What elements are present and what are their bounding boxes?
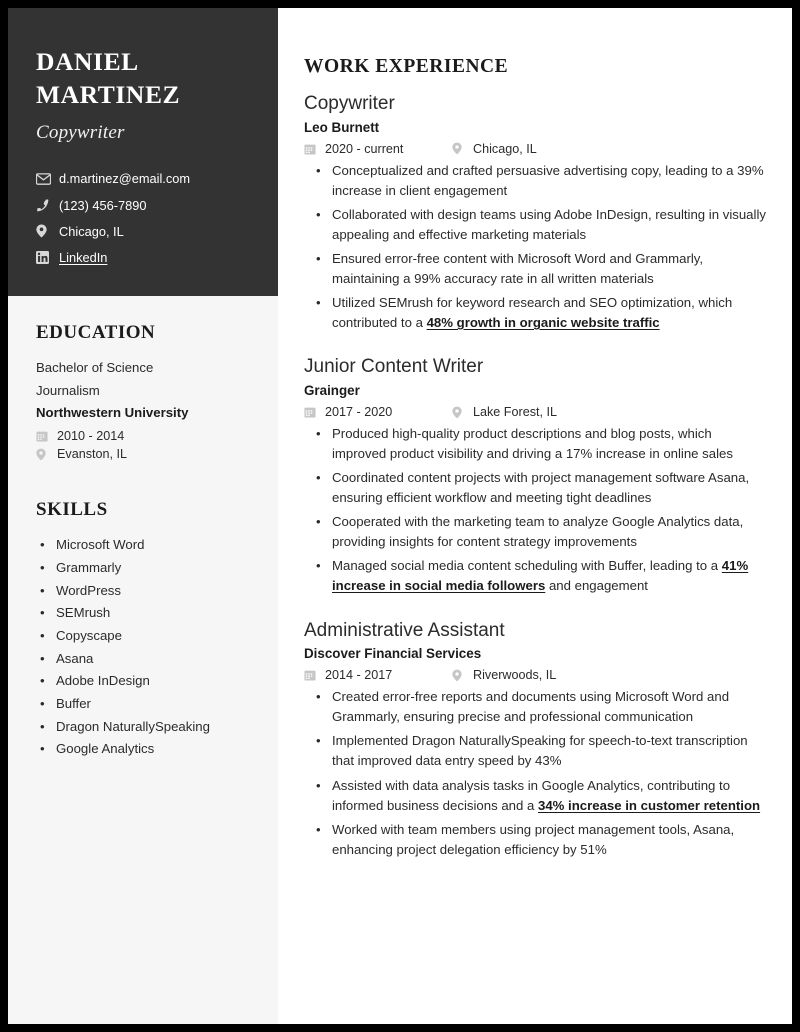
map-pin-icon bbox=[452, 669, 467, 682]
candidate-last-name: MARTINEZ bbox=[36, 79, 181, 109]
contact-location bbox=[36, 223, 250, 240]
calendar-icon bbox=[36, 430, 51, 442]
job-entry bbox=[304, 355, 768, 596]
map-pin-icon bbox=[36, 224, 53, 238]
list-item: • WordPress bbox=[36, 580, 250, 603]
job-dates-text: 2020 - current bbox=[325, 141, 404, 156]
list-item: • Cooperated with the marketing team to analyze Google Analytics data, providing insights for content strategy improvements bbox=[304, 512, 768, 552]
job-meta bbox=[304, 405, 768, 419]
list-item: • Grammarly bbox=[36, 557, 250, 580]
job-location bbox=[452, 405, 557, 419]
list-item: • Managed social media content scheduling with Buffer, leading to a 41% increase in social media followers and engagement bbox=[304, 556, 768, 596]
list-item: • Created error-free reports and documents using Microsoft Word and Grammarly, ensuring precise and professional communication bbox=[304, 687, 768, 727]
contact-phone-text: (123) 456-7890 bbox=[59, 197, 147, 213]
work-experience-list bbox=[304, 92, 768, 860]
sidebar bbox=[8, 8, 278, 1024]
sidebar-body bbox=[8, 296, 278, 781]
contact-linkedin-text[interactable]: LinkedIn bbox=[59, 250, 108, 266]
list-item: • Worked with team members using project management tools, Asana, enhancing project delegation efficiency by 51% bbox=[304, 820, 768, 860]
job-company: Grainger bbox=[304, 383, 360, 398]
list-item: • Asana bbox=[36, 648, 250, 671]
job-dates bbox=[304, 668, 452, 682]
list-item: • Copyscape bbox=[36, 625, 250, 648]
metric-highlight: 41% increase in social media followers bbox=[332, 558, 749, 594]
job-location-text: Lake Forest, IL bbox=[473, 405, 557, 419]
calendar-icon bbox=[304, 406, 319, 418]
job-entry bbox=[304, 92, 768, 333]
contact-location-text: Chicago, IL bbox=[59, 223, 124, 239]
skills-heading: SKILLS bbox=[36, 499, 108, 521]
job-company: Leo Burnett bbox=[304, 119, 380, 135]
skills-section bbox=[36, 499, 250, 761]
resume-page bbox=[8, 8, 792, 1024]
map-pin-icon bbox=[452, 142, 467, 155]
contact-list bbox=[36, 170, 250, 266]
job-dates-text: 2017 - 2020 bbox=[325, 405, 393, 419]
list-item: • Utilized SEMrush for keyword research and SEO optimization, which contributed to a 48% growth in organic website traffic bbox=[304, 293, 768, 333]
work-experience-heading: WORK EXPERIENCE bbox=[304, 56, 509, 77]
envelope-icon bbox=[36, 173, 53, 185]
candidate-name bbox=[36, 46, 250, 111]
job-location-text: Chicago, IL bbox=[473, 141, 537, 156]
contact-email bbox=[36, 170, 250, 187]
map-pin-icon bbox=[36, 448, 51, 461]
calendar-icon bbox=[304, 669, 319, 681]
job-dates-text: 2014 - 2017 bbox=[325, 668, 393, 683]
job-dates bbox=[304, 405, 452, 419]
job-location-text: Riverwoods, IL bbox=[473, 668, 557, 683]
contact-email-text: d.martinez@email.com bbox=[59, 171, 191, 187]
education-dates bbox=[36, 429, 250, 443]
education-location bbox=[36, 447, 250, 461]
education-location-text: Evanston, IL bbox=[57, 447, 128, 462]
list-item: • Produced high-quality product descriptions and blog posts, which improved product visibility and driving a 17% increase in online sales bbox=[304, 424, 768, 464]
linkedin-icon bbox=[36, 251, 53, 264]
job-bullets bbox=[304, 687, 768, 860]
education-school: Northwestern University bbox=[36, 405, 189, 421]
contact-linkedin[interactable] bbox=[36, 249, 250, 266]
list-item: • Google Analytics bbox=[36, 738, 250, 761]
education-heading: EDUCATION bbox=[36, 322, 156, 343]
job-meta bbox=[304, 142, 768, 156]
job-meta bbox=[304, 668, 768, 682]
skills-list bbox=[36, 534, 250, 761]
job-bullets bbox=[304, 424, 768, 597]
education-degree: Bachelor of Science bbox=[36, 360, 154, 375]
list-item: • Buffer bbox=[36, 693, 250, 716]
candidate-title: Copywriter bbox=[36, 122, 125, 144]
sidebar-header bbox=[8, 8, 278, 296]
candidate-first-name: DANIEL bbox=[36, 47, 139, 76]
list-item: • Dragon NaturallySpeaking bbox=[36, 716, 250, 739]
list-item: • Ensured error-free content with Microsoft Word and Grammarly, maintaining a 99% accuracy rate in all written materials bbox=[304, 249, 768, 289]
contact-phone bbox=[36, 197, 250, 214]
job-title: Administrative Assistant bbox=[304, 619, 505, 641]
map-pin-icon bbox=[452, 406, 467, 419]
job-title: Junior Content Writer bbox=[304, 356, 484, 378]
job-bullets bbox=[304, 161, 768, 334]
metric-highlight: 34% increase in customer retention bbox=[538, 797, 761, 813]
list-item: • Implemented Dragon NaturallySpeaking for speech-to-text transcription that improved data entry speed by 43% bbox=[304, 731, 768, 771]
job-title: Copywriter bbox=[304, 93, 395, 114]
list-item: • Assisted with data analysis tasks in Google Analytics, contributing to informed business decisions and a 34% increase in customer retention bbox=[304, 776, 768, 816]
list-item: • SEMrush bbox=[36, 602, 250, 625]
job-entry bbox=[304, 619, 768, 860]
job-company: Discover Financial Services bbox=[304, 646, 482, 662]
education-field: Journalism bbox=[36, 382, 100, 398]
main-content bbox=[278, 8, 792, 1024]
list-item: • Collaborated with design teams using Adobe InDesign, resulting in visually appealing and effective marketing materials bbox=[304, 205, 768, 245]
job-location bbox=[452, 668, 556, 682]
education-dates-text: 2010 - 2014 bbox=[57, 429, 125, 444]
job-dates bbox=[304, 142, 452, 156]
list-item: • Adobe InDesign bbox=[36, 670, 250, 693]
metric-highlight: 48% growth in organic website traffic bbox=[426, 315, 660, 331]
phone-icon bbox=[36, 199, 53, 212]
job-location bbox=[452, 142, 537, 156]
list-item: • Coordinated content projects with project management software Asana, ensuring efficient workflow and meeting tight deadlines bbox=[304, 468, 768, 508]
list-item: • Microsoft Word bbox=[36, 534, 250, 557]
list-item: • Conceptualized and crafted persuasive advertising copy, leading to a 39% increase in client engagement bbox=[304, 161, 768, 201]
calendar-icon bbox=[304, 143, 319, 155]
